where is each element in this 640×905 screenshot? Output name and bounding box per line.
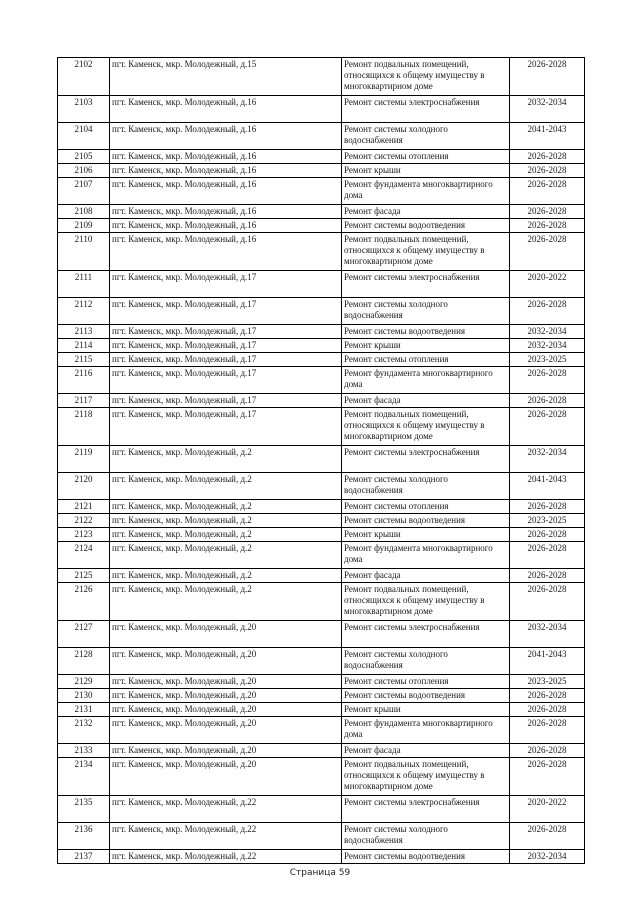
work-type-cell: Ремонт системы водоотведения	[342, 325, 510, 339]
period-cell: 2026-2028	[510, 408, 585, 446]
address-cell: пгт. Каменск, мкр. Молодежный, д.20	[110, 717, 342, 744]
row-number-cell: 2132	[58, 717, 110, 744]
work-type-cell: Ремонт системы водоотведения	[342, 514, 510, 528]
work-type-cell: Ремонт подвальных помещений, относящихся к общему имуществу в многоквартирном доме	[342, 758, 510, 796]
work-type-cell: Ремонт системы водоотведения	[342, 850, 510, 864]
row-number-cell: 2106	[58, 164, 110, 178]
row-number-cell: 2122	[58, 514, 110, 528]
table-row	[58, 233, 585, 271]
address-cell: пгт. Каменск, мкр. Молодежный, д.2	[110, 514, 342, 528]
table-row	[58, 689, 585, 703]
work-type-cell: Ремонт крыши	[342, 528, 510, 542]
period-cell: 2026-2028	[510, 823, 585, 850]
work-type-cell: Ремонт системы отопления	[342, 500, 510, 514]
row-number-cell: 2124	[58, 542, 110, 569]
table-row	[58, 758, 585, 796]
work-type-cell: Ремонт крыши	[342, 339, 510, 353]
address-cell: пгт. Каменск, мкр. Молодежный, д.2	[110, 583, 342, 621]
address-cell: пгт. Каменск, мкр. Молодежный, д.2	[110, 446, 342, 473]
work-type-cell: Ремонт системы холодного водоснабжения	[342, 823, 510, 850]
period-cell: 2026-2028	[510, 717, 585, 744]
table-row	[58, 298, 585, 325]
address-cell: пгт. Каменск, мкр. Молодежный, д.2	[110, 473, 342, 500]
period-cell: 2026-2028	[510, 542, 585, 569]
row-number-cell: 2137	[58, 850, 110, 864]
address-cell: пгт. Каменск, мкр. Молодежный, д.17	[110, 271, 342, 298]
address-cell: пгт. Каменск, мкр. Молодежный, д.2	[110, 500, 342, 514]
period-cell: 2026-2028	[510, 528, 585, 542]
row-number-cell: 2134	[58, 758, 110, 796]
period-cell: 2026-2028	[510, 219, 585, 233]
address-cell: пгт. Каменск, мкр. Молодежный, д.16	[110, 233, 342, 271]
work-type-cell: Ремонт фасада	[342, 394, 510, 408]
table-row	[58, 446, 585, 473]
row-number-cell: 2111	[58, 271, 110, 298]
period-cell: 2026-2028	[510, 150, 585, 164]
row-number-cell: 2107	[58, 178, 110, 205]
period-cell: 2032-2034	[510, 339, 585, 353]
table-row	[58, 703, 585, 717]
period-cell: 2026-2028	[510, 689, 585, 703]
address-cell: пгт. Каменск, мкр. Молодежный, д.22	[110, 850, 342, 864]
address-cell: пгт. Каменск, мкр. Молодежный, д.17	[110, 325, 342, 339]
row-number-cell: 2109	[58, 219, 110, 233]
work-type-cell: Ремонт системы отопления	[342, 150, 510, 164]
address-cell: пгт. Каменск, мкр. Молодежный, д.20	[110, 648, 342, 675]
work-type-cell: Ремонт фундамента многоквартирного дома	[342, 717, 510, 744]
row-number-cell: 2108	[58, 205, 110, 219]
period-cell: 2026-2028	[510, 583, 585, 621]
row-number-cell: 2118	[58, 408, 110, 446]
address-cell: пгт. Каменск, мкр. Молодежный, д.16	[110, 123, 342, 150]
table-row	[58, 542, 585, 569]
table-row	[58, 648, 585, 675]
table-row	[58, 569, 585, 583]
address-cell: пгт. Каменск, мкр. Молодежный, д.2	[110, 542, 342, 569]
work-type-cell: Ремонт системы отопления	[342, 353, 510, 367]
period-cell: 2032-2034	[510, 850, 585, 864]
work-type-cell: Ремонт фасада	[342, 569, 510, 583]
table-row	[58, 164, 585, 178]
work-type-cell: Ремонт крыши	[342, 164, 510, 178]
address-cell: пгт. Каменск, мкр. Молодежный, д.16	[110, 178, 342, 205]
work-type-cell: Ремонт системы отопления	[342, 675, 510, 689]
row-number-cell: 2125	[58, 569, 110, 583]
period-cell: 2041-2043	[510, 648, 585, 675]
table-row	[58, 205, 585, 219]
address-cell: пгт. Каменск, мкр. Молодежный, д.20	[110, 689, 342, 703]
table-row	[58, 675, 585, 689]
row-number-cell: 2113	[58, 325, 110, 339]
address-cell: пгт. Каменск, мкр. Молодежный, д.20	[110, 675, 342, 689]
row-number-cell: 2133	[58, 744, 110, 758]
row-number-cell: 2127	[58, 621, 110, 648]
table-row	[58, 514, 585, 528]
address-cell: пгт. Каменск, мкр. Молодежный, д.17	[110, 394, 342, 408]
row-number-cell: 2120	[58, 473, 110, 500]
table-row	[58, 744, 585, 758]
period-cell: 2020-2022	[510, 271, 585, 298]
address-cell: пгт. Каменск, мкр. Молодежный, д.16	[110, 150, 342, 164]
table-row	[58, 621, 585, 648]
work-type-cell: Ремонт системы электроснабжения	[342, 271, 510, 298]
page-number: Страница 59	[289, 868, 351, 878]
row-number-cell: 2103	[58, 96, 110, 123]
work-type-cell: Ремонт крыши	[342, 703, 510, 717]
address-cell: пгт. Каменск, мкр. Молодежный, д.20	[110, 621, 342, 648]
address-cell: пгт. Каменск, мкр. Молодежный, д.16	[110, 219, 342, 233]
address-cell: пгт. Каменск, мкр. Молодежный, д.2	[110, 569, 342, 583]
address-cell: пгт. Каменск, мкр. Молодежный, д.2	[110, 528, 342, 542]
period-cell: 2026-2028	[510, 367, 585, 394]
work-type-cell: Ремонт системы холодного водоснабжения	[342, 648, 510, 675]
period-cell: 2026-2028	[510, 164, 585, 178]
period-cell: 2041-2043	[510, 123, 585, 150]
work-type-cell: Ремонт фасада	[342, 205, 510, 219]
row-number-cell: 2110	[58, 233, 110, 271]
work-type-cell: Ремонт системы холодного водоснабжения	[342, 298, 510, 325]
row-number-cell: 2114	[58, 339, 110, 353]
address-cell: пгт. Каменск, мкр. Молодежный, д.16	[110, 96, 342, 123]
row-number-cell: 2123	[58, 528, 110, 542]
period-cell: 2026-2028	[510, 744, 585, 758]
address-cell: пгт. Каменск, мкр. Молодежный, д.22	[110, 796, 342, 823]
period-cell: 2026-2028	[510, 758, 585, 796]
address-cell: пгт. Каменск, мкр. Молодежный, д.20	[110, 758, 342, 796]
table-body	[58, 58, 585, 864]
address-cell: пгт. Каменск, мкр. Молодежный, д.17	[110, 298, 342, 325]
repair-schedule-table	[57, 57, 585, 864]
table-row	[58, 339, 585, 353]
period-cell: 2026-2028	[510, 500, 585, 514]
work-type-cell: Ремонт системы водоотведения	[342, 689, 510, 703]
period-cell: 2026-2028	[510, 233, 585, 271]
table-row	[58, 178, 585, 205]
work-type-cell: Ремонт подвальных помещений, относящихся к общему имуществу в многоквартирном доме	[342, 583, 510, 621]
work-type-cell: Ремонт фундамента многоквартирного дома	[342, 542, 510, 569]
address-cell: пгт. Каменск, мкр. Молодежный, д.20	[110, 744, 342, 758]
period-cell: 2026-2028	[510, 178, 585, 205]
table-row	[58, 583, 585, 621]
table-row	[58, 123, 585, 150]
work-type-cell: Ремонт системы холодного водоснабжения	[342, 123, 510, 150]
work-type-cell: Ремонт фундамента многоквартирного дома	[342, 367, 510, 394]
table-row	[58, 219, 585, 233]
row-number-cell: 2131	[58, 703, 110, 717]
row-number-cell: 2135	[58, 796, 110, 823]
row-number-cell: 2130	[58, 689, 110, 703]
period-cell: 2023-2025	[510, 675, 585, 689]
address-cell: пгт. Каменск, мкр. Молодежный, д.17	[110, 339, 342, 353]
work-type-cell: Ремонт системы электроснабжения	[342, 96, 510, 123]
row-number-cell: 2136	[58, 823, 110, 850]
row-number-cell: 2126	[58, 583, 110, 621]
work-type-cell: Ремонт подвальных помещений, относящихся к общему имуществу в многоквартирном доме	[342, 233, 510, 271]
table-row	[58, 500, 585, 514]
period-cell: 2026-2028	[510, 298, 585, 325]
table-row	[58, 850, 585, 864]
row-number-cell: 2115	[58, 353, 110, 367]
period-cell: 2026-2028	[510, 569, 585, 583]
period-cell: 2032-2034	[510, 621, 585, 648]
table-row	[58, 394, 585, 408]
row-number-cell: 2112	[58, 298, 110, 325]
address-cell: пгт. Каменск, мкр. Молодежный, д.17	[110, 408, 342, 446]
work-type-cell: Ремонт фасада	[342, 744, 510, 758]
work-type-cell: Ремонт подвальных помещений, относящихся к общему имуществу в многоквартирном доме	[342, 58, 510, 96]
table-row	[58, 271, 585, 298]
address-cell: пгт. Каменск, мкр. Молодежный, д.17	[110, 353, 342, 367]
row-number-cell: 2117	[58, 394, 110, 408]
address-cell: пгт. Каменск, мкр. Молодежный, д.17	[110, 367, 342, 394]
address-cell: пгт. Каменск, мкр. Молодежный, д.16	[110, 205, 342, 219]
work-type-cell: Ремонт системы электроснабжения	[342, 446, 510, 473]
work-type-cell: Ремонт системы холодного водоснабжения	[342, 473, 510, 500]
period-cell: 2026-2028	[510, 703, 585, 717]
work-type-cell: Ремонт системы электроснабжения	[342, 796, 510, 823]
table-row	[58, 325, 585, 339]
table-row	[58, 150, 585, 164]
row-number-cell: 2116	[58, 367, 110, 394]
address-cell: пгт. Каменск, мкр. Молодежный, д.16	[110, 164, 342, 178]
row-number-cell: 2129	[58, 675, 110, 689]
table-row	[58, 528, 585, 542]
period-cell: 2020-2022	[510, 796, 585, 823]
row-number-cell: 2105	[58, 150, 110, 164]
address-cell: пгт. Каменск, мкр. Молодежный, д.15	[110, 58, 342, 96]
table-row	[58, 58, 585, 96]
row-number-cell: 2121	[58, 500, 110, 514]
table-row	[58, 473, 585, 500]
table-row	[58, 796, 585, 823]
work-type-cell: Ремонт системы электроснабжения	[342, 621, 510, 648]
address-cell: пгт. Каменск, мкр. Молодежный, д.22	[110, 823, 342, 850]
work-type-cell: Ремонт подвальных помещений, относящихся к общему имуществу в многоквартирном доме	[342, 408, 510, 446]
table-row	[58, 823, 585, 850]
period-cell: 2023-2025	[510, 514, 585, 528]
work-type-cell: Ремонт системы водоотведения	[342, 219, 510, 233]
period-cell: 2032-2034	[510, 446, 585, 473]
work-type-cell: Ремонт фундамента многоквартирного дома	[342, 178, 510, 205]
address-cell: пгт. Каменск, мкр. Молодежный, д.20	[110, 703, 342, 717]
table-row	[58, 408, 585, 446]
table-row	[58, 367, 585, 394]
row-number-cell: 2104	[58, 123, 110, 150]
period-cell: 2041-2043	[510, 473, 585, 500]
period-cell: 2026-2028	[510, 205, 585, 219]
period-cell: 2026-2028	[510, 394, 585, 408]
table-row	[58, 717, 585, 744]
table-row	[58, 96, 585, 123]
period-cell: 2026-2028	[510, 58, 585, 96]
period-cell: 2032-2034	[510, 96, 585, 123]
table-row	[58, 353, 585, 367]
row-number-cell: 2119	[58, 446, 110, 473]
row-number-cell: 2102	[58, 58, 110, 96]
period-cell: 2032-2034	[510, 325, 585, 339]
period-cell: 2023-2025	[510, 353, 585, 367]
row-number-cell: 2128	[58, 648, 110, 675]
